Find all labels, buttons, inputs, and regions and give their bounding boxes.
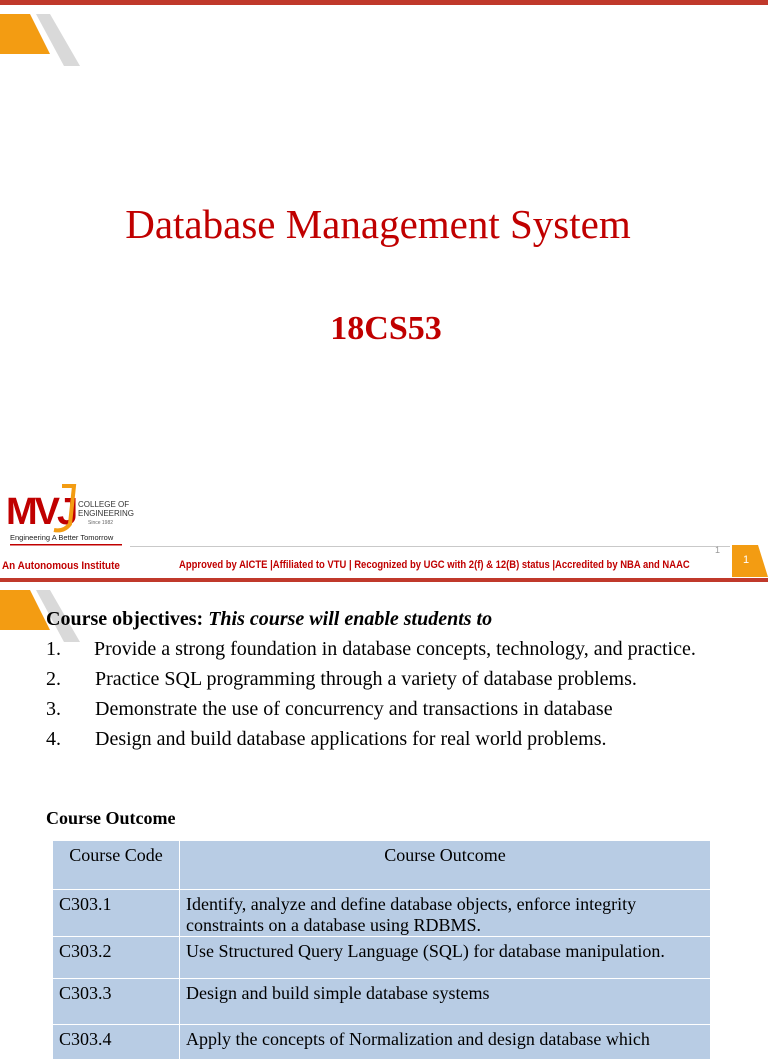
list-item [46, 666, 746, 693]
small-page-number: 1 [715, 545, 721, 555]
course-code-title: 18CS53 [330, 310, 442, 347]
logo-since: Since 1982 [88, 520, 114, 526]
list-item [46, 726, 746, 753]
cell-outcome: Use Structured Query Language (SQL) for database manipulation. [180, 937, 711, 979]
corner-decoration-icon [0, 14, 82, 68]
presentation-title: Database Management System [125, 201, 631, 247]
cell-outcome: Apply the concepts of Normalization and design database which [180, 1025, 711, 1060]
logo-line1: COLLEGE OF [78, 500, 130, 509]
table-row [53, 937, 711, 979]
list-item-text: Practice SQL programming through a variety of database problems. [95, 668, 637, 690]
logo-tagline: Engineering A Better Tomorrow [10, 533, 114, 542]
logo-wordmark: MVJ [6, 491, 76, 533]
cell-code: C303.2 [53, 937, 180, 979]
list-item-number: 2. [46, 668, 61, 690]
table-row [53, 890, 711, 937]
course-outcome-heading: Course Outcome [46, 808, 176, 828]
table-row [53, 1025, 711, 1060]
objectives-list [46, 636, 746, 756]
header-course-outcome: Course Outcome [180, 841, 711, 890]
list-item-text: Demonstrate the use of concurrency and transactions in database [95, 698, 613, 720]
page-number: 1 [743, 554, 750, 566]
table-header-row [53, 841, 711, 890]
header-course-code: Course Code [53, 841, 180, 890]
cell-code: C303.3 [53, 979, 180, 1025]
course-outcome-table [52, 840, 711, 1060]
list-item [46, 636, 746, 663]
page-number-tab-icon [732, 545, 768, 577]
objectives-heading [46, 608, 492, 631]
objectives-label: Course objectives: [46, 608, 204, 630]
cell-code: C303.4 [53, 1025, 180, 1060]
list-item-number: 3. [46, 698, 61, 720]
table-row [53, 979, 711, 1025]
footer-autonomous-label: An Autonomous Institute [2, 560, 120, 572]
logo-line2: ENGINEERING [78, 509, 135, 518]
college-logo-icon [4, 480, 135, 550]
footer-accreditation-text: Approved by AICTE |Affiliated to VTU | Recognized by UGC with 2(f) & 12(B) status |Accredited by NBA and NAAC [179, 559, 690, 571]
objectives-intro: This course will enable students to [208, 608, 493, 630]
list-item-text: Provide a strong foundation in database concepts, technology, and practice. [94, 638, 696, 660]
cell-outcome: Design and build simple database systems [180, 979, 711, 1025]
list-item-number: 4. [46, 728, 61, 750]
top-accent-bar [0, 0, 768, 5]
cell-outcome: Identify, analyze and define database objects, enforce integrity constraints on a database using RDBMS. [180, 890, 711, 937]
list-item-number: 1. [46, 638, 61, 660]
objectives-slide [0, 582, 768, 1049]
list-item [46, 696, 746, 723]
cell-code: C303.1 [53, 890, 180, 937]
footer-divider [130, 546, 730, 547]
list-item-text: Design and build database applications for real world problems. [95, 728, 607, 750]
